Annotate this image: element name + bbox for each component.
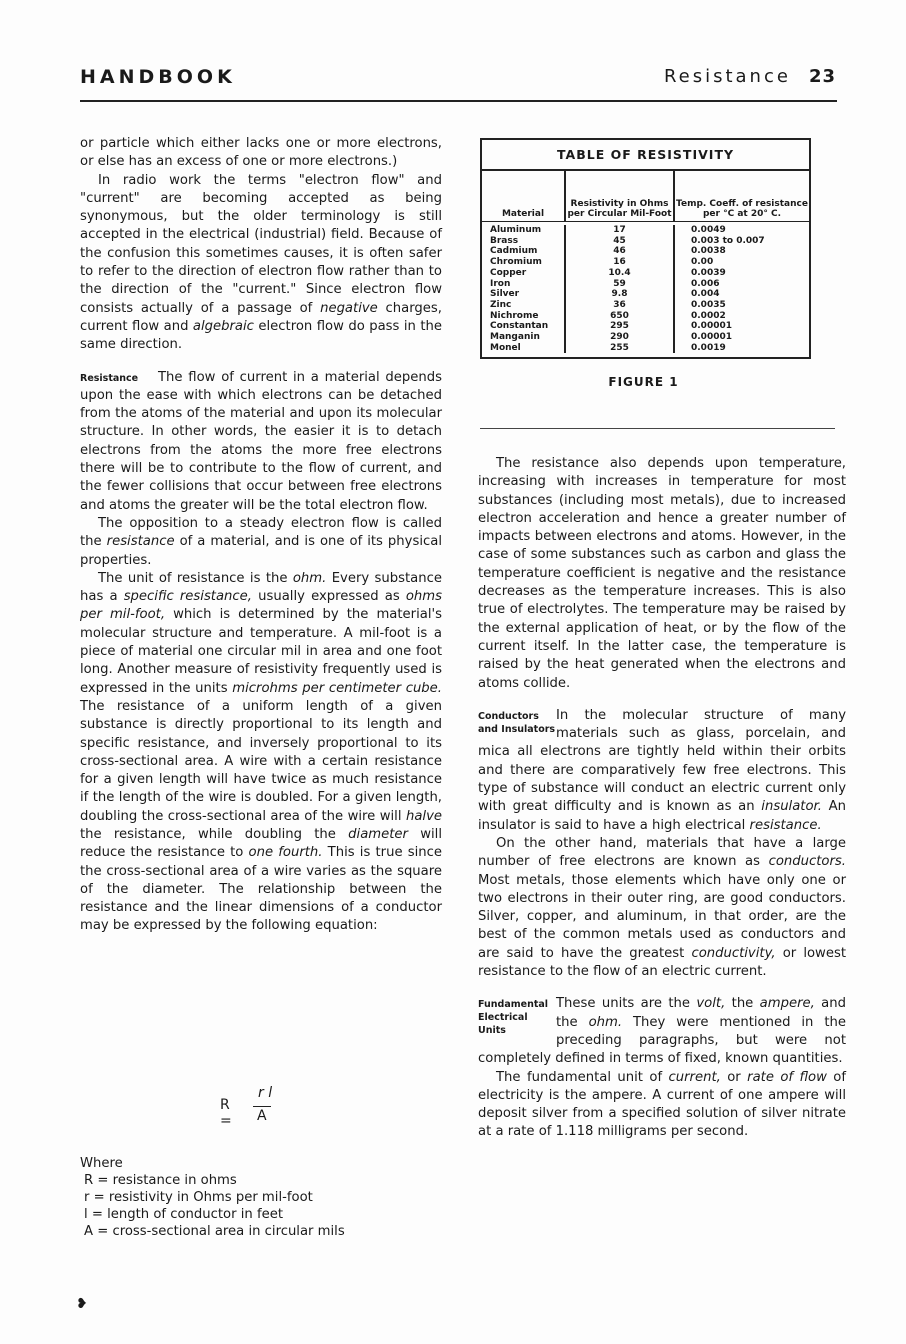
text-run: The resistance also depends upon temperature, increasing with increases in temperature for most substances (including most metals), due to increased electron acceleration and hence a greater number of impacts between electrons and atoms. However, in the case of some substances such as carbon and glass the temperature coefficient is negative and the resistance decreases as the temperature increases. This is also true of electrolytes. The temperature may be raised by the external application of heat, or by the flow of the current itself. In the latter case, the temperature is raised by the heat generated when the electrons and atoms collide. [478, 456, 846, 691]
text-run: In the molecular structure of many materials such as glass, porcelain, and mica all electrons are tightly held within their orbits and there are comparatively few free electrons. This type of substance will conduct an electric current only with great difficulty and is known as an [478, 707, 846, 815]
temp-coeff-cell: 0.0039 [691, 267, 726, 278]
text-run: Every substance has a [80, 570, 442, 605]
equation-numerator: r l [258, 1085, 273, 1101]
resistivity-cell: 290 [610, 332, 629, 343]
running-header-right [664, 66, 836, 87]
paragraph [80, 515, 442, 570]
emphasized-text: ohms per mil-foot, [80, 589, 442, 623]
table-body [482, 222, 809, 357]
emphasized-text: ohm. [588, 1014, 623, 1030]
text-run: An insulator is said to have a high electrical [478, 799, 847, 833]
emphasized-text: specific resistance, [123, 589, 252, 605]
column-header: Resistivity in Ohms per Circular Mil-Foot [566, 171, 675, 221]
text-run: or particle which either lacks one or more electrons, or else has an excess of one or more electrons.) [80, 136, 442, 170]
paragraph [80, 135, 442, 172]
resistivity-cell: 16 [613, 257, 626, 268]
emphasized-text: resistance. [749, 817, 822, 833]
paragraph [478, 1069, 846, 1142]
emphasized-text: microhms per centimeter cube. [232, 680, 442, 696]
temp-coeff-cell: 0.00 [691, 257, 714, 268]
table-title: TABLE OF RESISTIVITY [482, 140, 809, 171]
equation-denominator: A [257, 1108, 267, 1124]
text-run: The resistance of a uniform length of a given substance is directly proportional to its length and specific resistance, and inversely proportional to its cross-sectional area. A wire with a certain resistance for a given length will have twice as much resistance if the length of the wire is doubled. For a given length, doubling the cross-sectional area of the wire will [80, 698, 442, 824]
temp-coeff-cell: 0.004 [691, 289, 720, 300]
resistivity-cell: 650 [610, 310, 629, 321]
material-cell: Brass [490, 235, 519, 246]
material-cell: Zinc [490, 299, 512, 310]
paragraph-gap [478, 693, 846, 707]
emphasized-text: volt, [696, 996, 726, 1012]
material-cell: Monel [490, 342, 521, 353]
emphasized-text: resistance [106, 534, 175, 550]
paragraph [80, 570, 442, 936]
material-cell: Cadmium [490, 246, 538, 257]
text-run: They were mentioned in the preceding paragraphs, but were not completely defined in terms of fixed, known quantities. [478, 1014, 846, 1067]
paragraph [478, 707, 846, 835]
running-header-title: HANDBOOK [80, 66, 236, 88]
emphasized-text: current, [668, 1069, 721, 1085]
resistivity-cell: 59 [613, 278, 626, 289]
paragraph [478, 835, 846, 981]
legend-item: A = cross-sectional area in circular mils [84, 1224, 345, 1239]
emphasized-text: conductivity, [691, 945, 776, 961]
paragraph [80, 369, 442, 515]
legend-item: l = length of conductor in feet [84, 1207, 283, 1222]
temp-coeff-column [675, 225, 809, 353]
table-header [482, 171, 809, 222]
material-cell: Manganin [490, 332, 540, 343]
column-header: Material [482, 171, 566, 221]
text-run: electron flow do pass in the same direction. [80, 318, 442, 353]
material-cell: Constantan [490, 321, 549, 332]
legend-item: r = resistivity in Ohms per mil-foot [84, 1190, 313, 1205]
right-column [478, 455, 846, 1142]
emphasized-text: insulator. [761, 799, 822, 815]
temp-coeff-cell: 0.006 [691, 278, 720, 289]
material-cell: Aluminum [490, 225, 542, 235]
page-mark: ❥ [76, 1296, 88, 1312]
text-run: the [725, 996, 760, 1012]
text-run: The flow of current in a material depends upon the ease with which electrons can be detached from the atoms of the material and upon its molecular structure. In other words, the easier it is to detach electrons from the atoms the more free electrons there will be to contribute to the flow of current, and the fewer collisions that occur between free electrons and atoms the greater will be the total electron flow. [80, 369, 442, 513]
emphasized-text: ohm. [292, 570, 327, 586]
material-column [482, 225, 566, 353]
emphasized-text: rate of flow [747, 1069, 827, 1085]
text-run: and the [556, 996, 846, 1030]
emphasized-text: one fourth. [248, 845, 323, 861]
resistivity-cell: 295 [610, 321, 629, 332]
text-run: The opposition to a steady electron flow is called the [80, 515, 442, 550]
material-cell: Iron [490, 278, 511, 289]
emphasized-text: diameter [348, 826, 408, 842]
figure-caption: FIGURE 1 [608, 375, 679, 389]
where-legend [80, 1155, 345, 1240]
resistivity-cell: 10.4 [608, 267, 631, 278]
paragraph [478, 995, 846, 1068]
equation-lhs: R = [220, 1097, 232, 1129]
paragraph-gap [80, 355, 442, 369]
resistivity-table [480, 138, 811, 359]
paragraph [80, 172, 442, 355]
side-heading: Fundamental Electrical Units [478, 999, 549, 1037]
text-run: usually expressed as [251, 589, 406, 605]
left-column [80, 135, 442, 936]
text-run: The fundamental unit of [496, 1069, 669, 1085]
resistivity-cell: 45 [613, 235, 626, 246]
side-heading: Resistance [80, 372, 139, 384]
temp-coeff-cell: 0.0038 [691, 246, 726, 257]
resistivity-cell: 255 [610, 342, 629, 353]
legend-item: R = resistance in ohms [84, 1173, 237, 1188]
resistivity-column [566, 225, 675, 353]
emphasized-text: algebraic [192, 318, 254, 334]
text-run: These units are the [556, 996, 697, 1012]
text-run: In radio work the terms "electron flow" and "current" are becoming accepted as being synonymous, but the older terminology is still accepted in the electrical (industrial) field. Because of the confusion this sometimes causes, it is often safer to refer to the direction of electron flow rather than to the direction of the "current." Since electron flow consists actually of a passage of [80, 172, 442, 316]
resistivity-cell: 36 [613, 299, 626, 310]
temp-coeff-cell: 0.0019 [691, 342, 726, 353]
temp-coeff-cell: 0.003 to 0.007 [691, 235, 765, 246]
text-run: or lowest resistance to the flow of an electric current. [478, 945, 846, 980]
material-cell: Silver [490, 289, 520, 300]
temp-coeff-cell: 0.0049 [691, 225, 726, 235]
header-rule [80, 100, 837, 102]
figure-rule [480, 428, 835, 429]
text-run: the resistance, while doubling the [80, 826, 349, 842]
emphasized-text: ampere, [759, 996, 815, 1012]
text-run: This is true since the cross-sectional area of a wire varies as the square of the diameter. The relationship between the resistance and the linear dimensions of a conductor may be expressed by the following equation: [80, 845, 442, 934]
material-cell: Chromium [490, 257, 542, 268]
material-cell: Nichrome [490, 310, 539, 321]
temp-coeff-cell: 0.00001 [691, 321, 732, 332]
text-run: of electricity is the ampere. A current of one ampere will deposit silver from a specified solution of silver nitrate at a rate of 1.118 milligrams per second. [478, 1069, 847, 1140]
temp-coeff-cell: 0.0002 [691, 310, 726, 321]
emphasized-text: halve [405, 808, 442, 824]
resistivity-cell: 9.8 [611, 289, 628, 300]
resistivity-cell: 46 [613, 246, 626, 257]
paragraph-gap [478, 981, 846, 995]
where-label: Where [80, 1156, 123, 1171]
text-run: On the other hand, materials that have a large number of free electrons are known as [478, 835, 846, 870]
page-number: 23 [808, 66, 836, 87]
text-run: or [720, 1069, 748, 1085]
temp-coeff-cell: 0.0035 [691, 299, 726, 310]
column-header: Temp. Coeff. of resistance per °C at 20° C. [676, 199, 808, 219]
paragraph [478, 455, 846, 693]
emphasized-text: negative [320, 300, 378, 316]
side-heading: Conductors and Insulators [478, 710, 556, 735]
text-run: The unit of resistance is the [98, 570, 293, 586]
material-cell: Copper [490, 267, 527, 278]
text-run: charges, current flow and [80, 300, 442, 334]
text-run: Most metals, those elements which have only one or two electrons in their outer ring, are good conductors. Silver, copper, and aluminum, in that order, are the best of the common metals used as conductors and are said to have the greatest [478, 872, 846, 961]
text-run: of a material, and is one of its physical properties. [80, 534, 442, 568]
temp-coeff-cell: 0.00001 [691, 332, 732, 343]
fraction-bar [253, 1106, 271, 1107]
text-run: which is determined by the material's molecular structure and temperature. A mil-foot is a piece of material one circular mil in area and one foot long. Another measure of resistivity frequently used is expressed in the units [80, 607, 442, 696]
emphasized-text: conductors. [768, 854, 846, 870]
resistivity-cell: 17 [613, 225, 626, 235]
section-title: Resistance [663, 66, 791, 87]
text-run: will reduce the resistance to [80, 826, 442, 861]
